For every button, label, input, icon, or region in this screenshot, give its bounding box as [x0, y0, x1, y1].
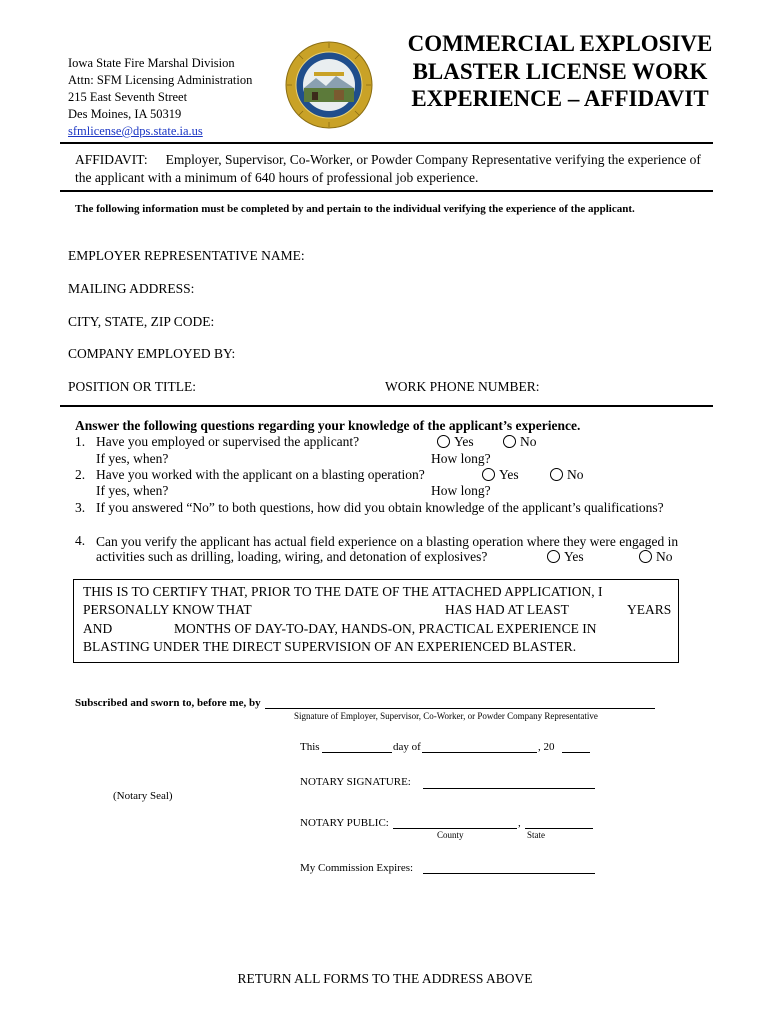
q4-no-option[interactable] — [639, 549, 673, 565]
q2-yes-label: Yes — [499, 467, 519, 482]
affidavit-label: AFFIDAVIT: — [75, 152, 148, 167]
q2-no-option[interactable] — [550, 467, 584, 483]
company-field[interactable]: COMPANY EMPLOYED BY: — [68, 346, 236, 361]
q1-yes-label: Yes — [454, 434, 474, 449]
q2-no-radio[interactable] — [550, 468, 563, 481]
cert-line-2c: YEARS — [627, 602, 672, 617]
form-title — [395, 30, 725, 113]
certification-box — [73, 579, 679, 663]
work-phone-field[interactable]: WORK PHONE NUMBER: — [385, 379, 540, 394]
day-line[interactable] — [322, 752, 392, 753]
notary-signature-line[interactable] — [423, 788, 595, 789]
q4-yes-label: Yes — [564, 549, 584, 564]
cert-line-2a: PERSONALLY KNOW THAT — [83, 602, 252, 617]
q3-number: 3. — [75, 500, 86, 515]
q1-no-label: No — [520, 434, 537, 449]
sender-address — [68, 55, 252, 140]
divider — [60, 190, 713, 192]
q1-yes-option[interactable] — [437, 434, 474, 450]
commission-line[interactable] — [423, 873, 595, 874]
title-line-3: EXPERIENCE – AFFIDAVIT — [411, 86, 709, 111]
employer-name-field[interactable]: EMPLOYER REPRESENTATIVE NAME: — [68, 248, 305, 263]
cert-line-3a: AND — [83, 621, 113, 636]
q4-number: 4. — [75, 533, 86, 548]
return-instruction: RETURN ALL FORMS TO THE ADDRESS ABOVE — [237, 971, 533, 986]
q4-no-radio[interactable] — [639, 550, 652, 563]
q4-no-label: No — [656, 549, 673, 564]
month-line[interactable] — [422, 752, 537, 753]
cert-line-3b: MONTHS OF DAY-TO-DAY, HANDS-ON, PRACTICAL EXPERIENCE IN — [174, 621, 597, 636]
q4-yes-radio[interactable] — [547, 550, 560, 563]
q4-text-line-2: activities such as drilling, loading, wiring, and detonation of explosives? — [96, 549, 488, 564]
q2-when-field[interactable]: If yes, when? — [96, 483, 169, 498]
q4-yes-option[interactable] — [547, 549, 584, 565]
state-caption: State — [527, 830, 545, 840]
q1-when-field[interactable]: If yes, when? — [96, 451, 169, 466]
q2-text: Have you worked with the applicant on a blasting operation? — [96, 467, 425, 482]
address-line-1: Iowa State Fire Marshal Division — [68, 56, 235, 70]
divider — [60, 405, 713, 407]
affidavit-text: Employer, Supervisor, Co-Worker, or Powder Company Representative verifying the experience of the applicant with a minimum of 640 hours of professional job experience. — [75, 152, 701, 185]
q2-yes-radio[interactable] — [482, 468, 495, 481]
city-state-zip-field[interactable]: CITY, STATE, ZIP CODE: — [68, 314, 215, 329]
q3-text: If you answered “No” to both questions, how did you obtain knowledge of the applicant’s qualifications? — [96, 500, 664, 515]
q1-yes-radio[interactable] — [437, 435, 450, 448]
divider — [60, 142, 713, 144]
day-of-label: day of — [393, 741, 421, 753]
q4-text-line-1: Can you verify the applicant has actual field experience on a blasting operation where they were engaged in — [96, 534, 679, 549]
email-link[interactable]: sfmlicense@dps.state.ia.us — [68, 124, 203, 138]
position-field[interactable]: POSITION OR TITLE: — [68, 379, 196, 394]
address-line-3: 215 East Seventh Street — [68, 90, 188, 104]
year-prefix: , 20 — [538, 741, 555, 753]
state-line[interactable] — [525, 828, 593, 829]
comma-separator: , — [518, 817, 521, 829]
notary-seal-label: (Notary Seal) — [113, 790, 173, 802]
state-seal-logo — [284, 40, 374, 130]
commission-label: My Commission Expires: — [300, 862, 414, 874]
q1-no-radio[interactable] — [503, 435, 516, 448]
instruction-note: The following information must be completed by and pertain to the individual verifying the experience of the applicant. — [75, 203, 635, 215]
affidavit-statement — [75, 151, 715, 187]
address-line-4: Des Moines, IA 50319 — [68, 107, 182, 121]
q2-no-label: No — [567, 467, 584, 482]
questions-heading: Answer the following questions regarding your knowledge of the applicant’s experience. — [75, 418, 581, 433]
q2-howlong-field[interactable]: How long? — [431, 483, 491, 498]
q1-number: 1. — [75, 434, 86, 449]
title-line-2: BLASTER LICENSE WORK — [412, 58, 708, 84]
signature-line[interactable] — [265, 708, 655, 709]
q2-yes-option[interactable] — [482, 467, 519, 483]
q2-number: 2. — [75, 467, 86, 482]
county-line[interactable] — [393, 828, 517, 829]
q1-howlong-field[interactable]: How long? — [431, 451, 491, 466]
cert-line-2b: HAS HAD AT LEAST — [445, 602, 569, 617]
q1-no-option[interactable] — [503, 434, 537, 450]
cert-line-4: BLASTING UNDER THE DIRECT SUPERVISION OF AN EXPERIENCED BLASTER. — [83, 639, 577, 654]
mailing-address-field[interactable]: MAILING ADDRESS: — [68, 281, 195, 296]
address-line-2: Attn: SFM Licensing Administration — [68, 73, 253, 87]
year-line[interactable] — [562, 752, 590, 753]
signature-caption: Signature of Employer, Supervisor, Co-Worker, or Powder Company Representative — [294, 711, 598, 721]
cert-line-1: THIS IS TO CERTIFY THAT, PRIOR TO THE DATE OF THE ATTACHED APPLICATION, I — [83, 584, 603, 599]
subscribed-label: Subscribed and sworn to, before me, by — [75, 697, 261, 709]
notary-signature-label: NOTARY SIGNATURE: — [300, 776, 411, 788]
notary-public-label: NOTARY PUBLIC: — [300, 817, 389, 829]
title-line-1: COMMERCIAL EXPLOSIVE — [407, 31, 713, 56]
county-caption: County — [437, 830, 464, 840]
q1-text: Have you employed or supervised the applicant? — [96, 434, 360, 449]
this-label: This — [300, 741, 320, 753]
